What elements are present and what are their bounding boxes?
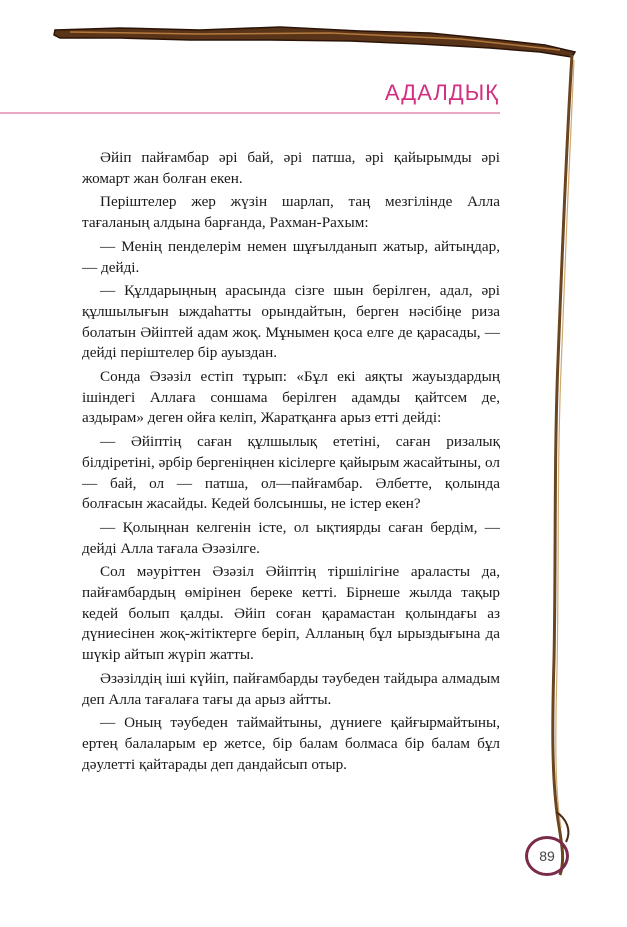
paragraph: — Құлдарыңның арасында сізге шын берілген, адал, әрі құлшылығын ыждаһатты орындайтын, берген нәсібіңе риза болатын Әйіптей адам жоқ. Мұнымен қоса елге де қарасады, — дейді періштелер бір ауыздан. bbox=[82, 282, 500, 362]
paragraph: Сол мәуріттен Әзәзіл Әйіптің тіршілігіне араласты да, пайғамбардың өмірінен береке кетті. Бірнеше жылда тақыр кедей болып қалды. Әйіп соған қарамастан қолындағы аз дүниесінен жоқ-жітіктерге беріп, Алланың бұл ырыздығына да шүкір айтып жүріп жатты. bbox=[82, 563, 500, 664]
story-text bbox=[82, 148, 500, 775]
paragraph: — Қолыңнан келгенін істе, ол ықтиярды саған бердім, — дейді Алла тағала Әзәзілге. bbox=[82, 518, 500, 557]
top-frame-bar bbox=[54, 27, 575, 57]
paragraph: — Әйіптің саған құлшылық ететіні, саған ризалық білдіретіні, әрбір бергеніңнен кісілерге қайырым жасайтыны, ол — бай, ол — патша, ол—пайғамбар. Әлбетте, қолында болғасын жасайды. Кедей болсыншы, не істер екен? bbox=[82, 433, 500, 513]
paragraph: Әзәзілдің іші күйіп, пайғамбарды тәубеден тайдыра алмадым деп Алла тағалаға тағы да арыз айтты. bbox=[82, 669, 500, 708]
paragraph: Періштелер жер жүзін шарлап, таң мезгілінде Алла тағаланың алдына барғанда, Рахман-Рахым: bbox=[82, 193, 500, 232]
paragraph: — Оның тәубеден таймайтыны, дүниеге қайғырмайтыны, ертең балаларым ер жетсе, бір балам болмаса бір балам бұл дәулетті қайтарады деп дандайсып отыр. bbox=[82, 714, 500, 773]
heading-divider bbox=[0, 112, 500, 114]
chapter-heading: АДАЛДЫҚ bbox=[384, 80, 499, 105]
paragraph: Сонда Әзәзіл естіп тұрып: «Бұл екі аяқты жауыздардың ішіндегі Аллаға соншама берілген адамды қайтсем де, аздырам» деген ойға келіп, Жаратқанға арыз етті дейді: bbox=[82, 368, 500, 427]
paragraph: — Менің пенделерім немен шұғылданып жатыр, айтыңдар, — дейді. bbox=[82, 237, 500, 276]
page-number: 89 bbox=[525, 836, 569, 876]
paragraph: Әйіп пайғамбар әрі бай, әрі патша, әрі қайырымды әрі жомарт жан болған екен. bbox=[82, 149, 500, 187]
